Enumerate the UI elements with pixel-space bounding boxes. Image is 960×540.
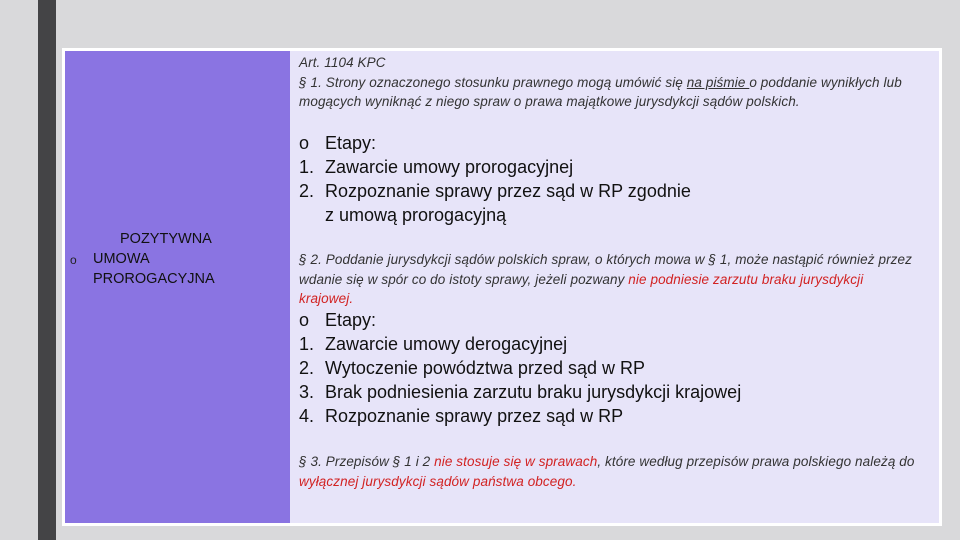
item-number: 2.	[299, 181, 315, 201]
item-number: 2.	[299, 358, 315, 378]
list-item	[299, 380, 919, 404]
paragraph-3-text-2: , które według przepisów prawa polskiego należą do	[597, 454, 915, 469]
item-number: 1.	[299, 157, 315, 177]
paragraph-2-highlight: nie podniesie zarzutu braku jurysdykcji krajowej.	[299, 271, 864, 306]
heading-line-2: UMOWA	[93, 251, 150, 267]
article-block	[299, 53, 919, 112]
item-number: 1.	[299, 334, 315, 354]
bullet-marker: o	[299, 133, 310, 153]
paragraph-2-text: § 2. Poddanie jurysdykcji sądów polskich spraw, o których mowa w § 1, może nastąpić również przez wdanie się w spór co do istoty sprawy, jeżeli pozwany	[299, 252, 912, 287]
paragraph-3-highlight-2: wyłącznej jurysdykcji sądów państwa obcego.	[299, 473, 577, 489]
heading-line-1: POZYTYWNA	[120, 231, 212, 247]
list-item	[299, 179, 919, 203]
article-p1-start: § 1. Strony oznaczonego stosunku prawnego mogą umówić się	[299, 74, 687, 90]
item-number: 4.	[299, 406, 315, 426]
stages-1-title: Etapy:	[325, 133, 377, 153]
item-text: Zawarcie umowy prorogacyjnej	[325, 157, 574, 177]
item-text: Zawarcie umowy derogacyjnej	[325, 334, 568, 354]
bullet-marker: o	[299, 310, 310, 330]
list-item	[299, 332, 919, 356]
bullet-marker: o	[70, 253, 77, 267]
paragraph-3-highlight-1: nie stosuje się w sprawach	[434, 454, 598, 469]
stages-2-heading	[299, 308, 919, 332]
item-number: 3.	[299, 382, 315, 402]
article-p1-end: o poddanie wynikłych lub mogących wyniknąć z niego spraw o prawa majątkowe jurysdykcji sądów polskich.	[299, 74, 902, 109]
list-item	[299, 404, 919, 428]
article-p1-underlined: na piśmie	[686, 74, 750, 90]
item-continuation: z umową prorogacyjną	[325, 205, 507, 225]
item-text: Rozpoznanie sprawy przez sąd w RP zgodnie	[325, 181, 691, 201]
list-item	[299, 155, 919, 179]
paragraph-2	[299, 250, 919, 309]
stages-1-heading	[299, 131, 919, 155]
article-title: Art. 1104 KPC	[299, 55, 386, 70]
item-text: Rozpoznanie sprawy przez sąd w RP	[325, 406, 624, 426]
stages-list-1	[299, 131, 919, 227]
paragraph-3-text: § 3. Przepisów § 1 i 2	[299, 454, 435, 469]
decorative-side-bar	[38, 0, 56, 540]
article-paragraph-1	[299, 73, 919, 112]
stages-2-title: Etapy:	[325, 310, 377, 330]
stages-list-2	[299, 308, 919, 428]
heading-line-3: PROROGACYJNA	[93, 271, 215, 287]
paragraph-3	[299, 452, 919, 491]
item-text: Wytoczenie powództwa przed sąd w RP	[325, 358, 645, 378]
left-panel-heading	[70, 229, 285, 289]
list-item	[299, 356, 919, 380]
item-text: Brak podniesienia zarzutu braku jurysdykcji krajowej	[325, 382, 742, 402]
